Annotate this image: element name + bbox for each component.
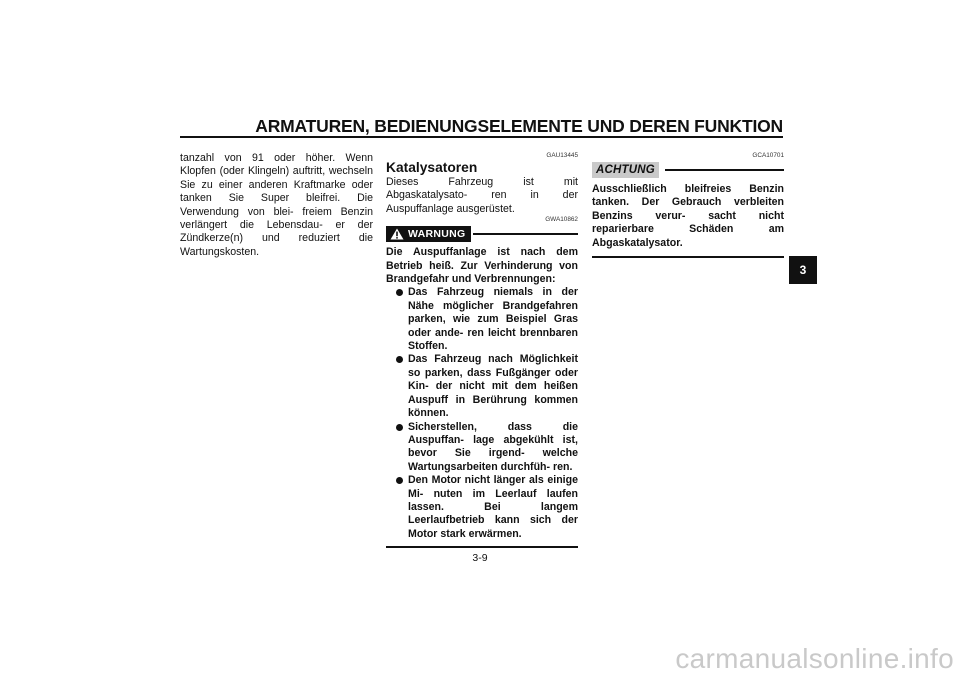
warning-triangle-icon bbox=[390, 228, 404, 240]
section-ref-code: GAU13445 bbox=[546, 152, 578, 159]
warning-header-rule bbox=[473, 233, 578, 235]
column-right bbox=[592, 152, 784, 258]
notice-text: Ausschließlich bleifreies Benzin tanken. Der Gebrauch verbleiten Benzins verur- sacht nicht reparierbare Schäden am Abgaskatalysator. bbox=[592, 183, 784, 249]
chapter-tab: 3 bbox=[789, 256, 817, 284]
notice-ref-code: GCA10701 bbox=[752, 152, 784, 159]
warning-badge bbox=[386, 226, 471, 242]
page-number: 3-9 bbox=[472, 552, 488, 564]
warning-bullet: Sicherstellen, dass die Auspuffan- lage abgekühlt ist, bevor Sie irgend- welche Wartungsarbeiten durchfüh- ren. bbox=[396, 421, 578, 475]
watermark: carmanualsonline.info bbox=[675, 643, 954, 674]
notice-end-rule bbox=[592, 256, 784, 258]
section-intro: Dieses Fahrzeug ist mit Abgaskatalysato- ren in der Auspuffanlage ausgerüstet. bbox=[386, 176, 578, 215]
notice-header bbox=[592, 162, 784, 178]
warning-bullet: Das Fahrzeug nach Möglichkeit so parken, dass Fußgänger oder Kin- der nicht mit dem heißen Auspuff in Berührung kommen können. bbox=[396, 353, 578, 420]
warning-bullet-list bbox=[386, 286, 578, 541]
section-title: Katalysatoren bbox=[386, 160, 478, 175]
fuel-paragraph: tanzahl von 91 oder höher. Wenn Klopfen (oder Klingeln) auftritt, wechseln Sie zu einer anderen Kraftmarke oder tanken Sie Super bleifrei. Die Verwendung von blei- freiem Benzin verlängert die Lebensdau- er der Zündkerze(n) und reduziert die Wartungskosten. bbox=[180, 152, 373, 258]
header-rule bbox=[180, 136, 783, 138]
column-middle bbox=[386, 152, 578, 548]
warning-header bbox=[386, 226, 578, 242]
warning-label: WARNUNG bbox=[408, 227, 466, 240]
column-left bbox=[180, 152, 373, 259]
warning-bullet: Den Motor nicht länger als einige Mi- nuten im Leerlauf laufen lassen. Bei langem Leerlaufbetrieb kann sich der Motor stark erwärmen. bbox=[396, 474, 578, 541]
warning-bullet: Das Fahrzeug niemals in der Nähe möglicher Brandgefahren parken, wie zum Beispiel Gras oder ande- ren leicht brennbaren Stoffen. bbox=[396, 286, 578, 353]
warning-end-rule bbox=[386, 546, 578, 548]
notice-badge: ACHTUNG bbox=[592, 162, 659, 178]
notice-header-rule bbox=[665, 169, 784, 171]
page-header-title: ARMATUREN, BEDIENUNGSELEMENTE UND DEREN FUNKTION bbox=[255, 116, 783, 136]
warning-intro: Die Auspuffanlage ist nach dem Betrieb heiß. Zur Verhinderung von Brandgefahr und Verbrennungen: bbox=[386, 246, 578, 286]
warning-ref-code: GWA10862 bbox=[545, 216, 578, 224]
